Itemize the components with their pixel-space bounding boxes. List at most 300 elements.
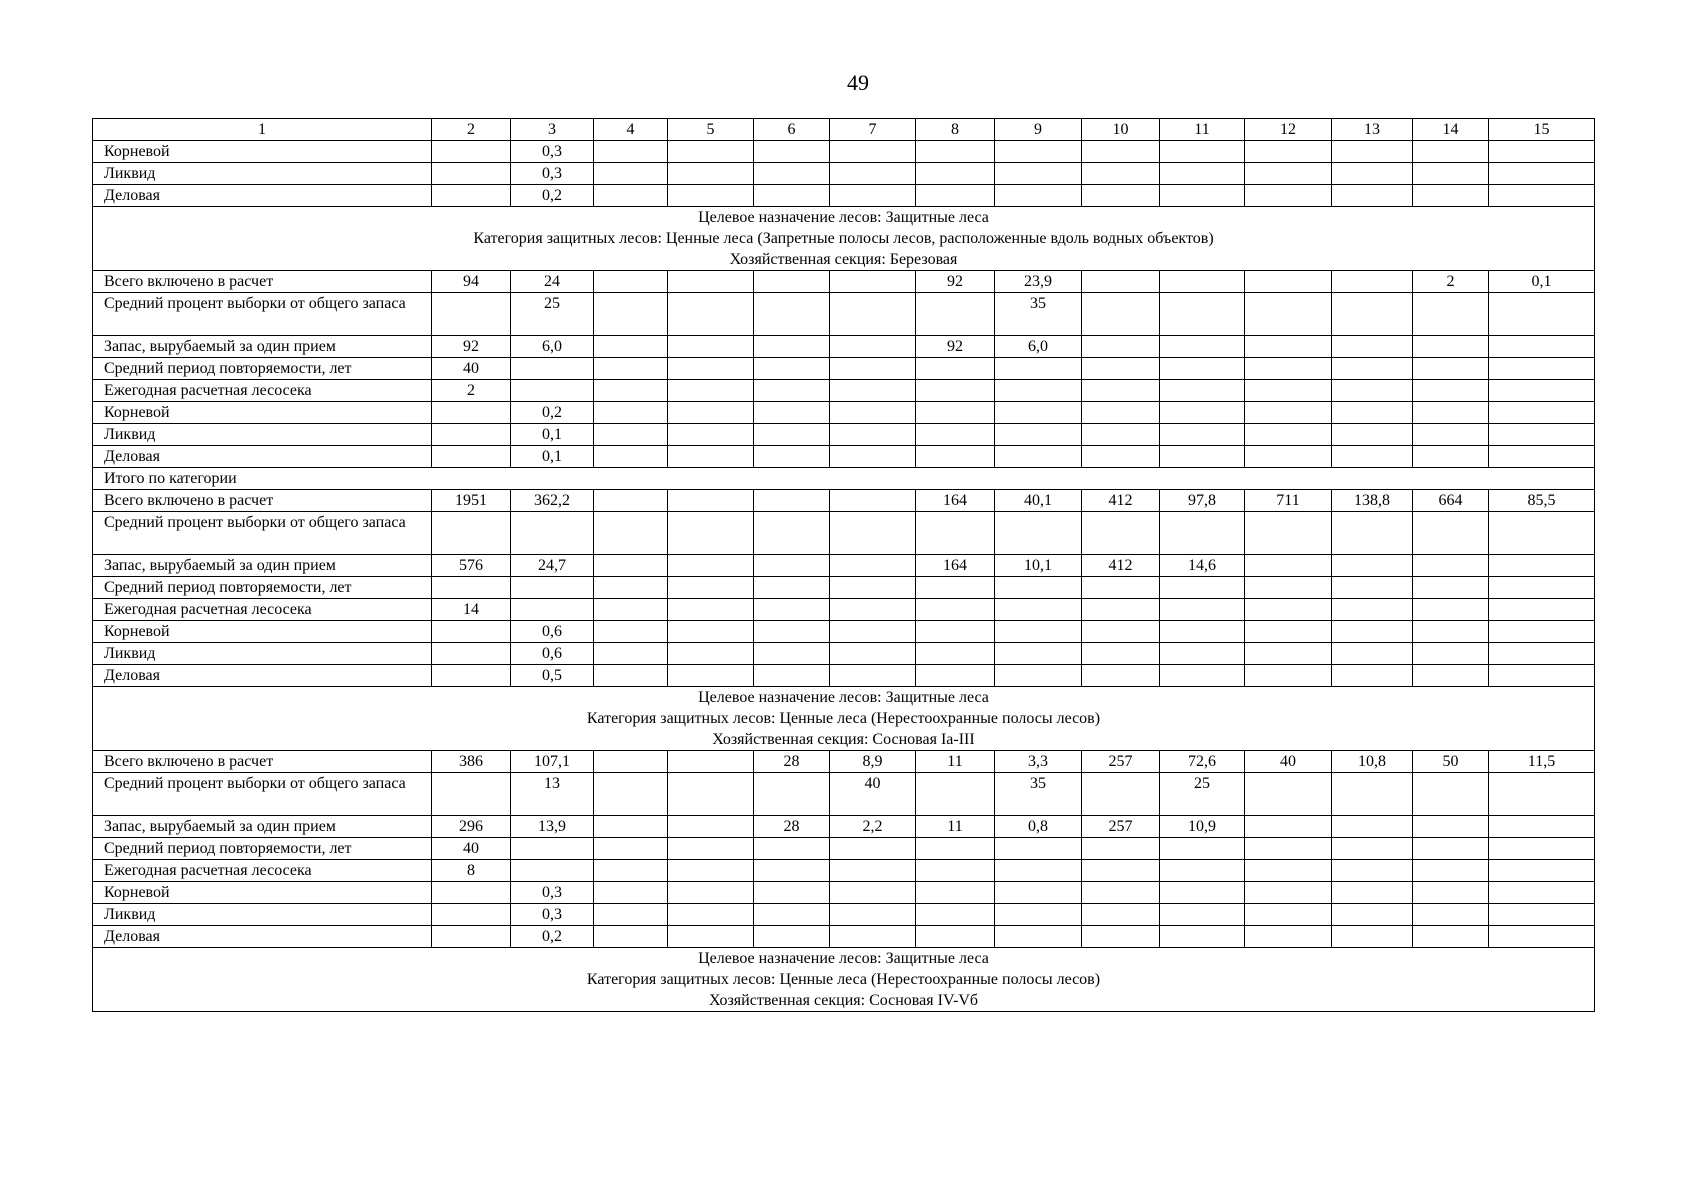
table-cell: 164 [916, 555, 995, 577]
table-cell: 0,2 [511, 926, 594, 948]
table-cell [1082, 424, 1160, 446]
table-cell [668, 643, 754, 665]
table-cell: 50 [1413, 751, 1489, 773]
table-cell: 97,8 [1160, 490, 1245, 512]
row-label: Средний процент выборки от общего запаса [93, 512, 432, 555]
table-cell [1082, 904, 1160, 926]
table-cell [1332, 271, 1413, 293]
table-cell [594, 358, 668, 380]
table-cell: 257 [1082, 751, 1160, 773]
table-cell [1332, 599, 1413, 621]
table-cell [916, 665, 995, 687]
table-cell [1160, 141, 1245, 163]
table-cell [1489, 293, 1595, 336]
table-cell [594, 926, 668, 948]
row-label: Ежегодная расчетная лесосека [93, 860, 432, 882]
section-header-row [93, 948, 1595, 1012]
table-row [93, 358, 1595, 380]
table-cell: 35 [995, 773, 1082, 816]
table-cell [1413, 904, 1489, 926]
table-cell: 23,9 [995, 271, 1082, 293]
table-cell [1332, 643, 1413, 665]
table-cell [668, 185, 754, 207]
table-cell [1245, 424, 1332, 446]
table-cell: 107,1 [511, 751, 594, 773]
table-cell: 257 [1082, 816, 1160, 838]
table-cell: 711 [1245, 490, 1332, 512]
table-cell [1160, 860, 1245, 882]
table-cell [754, 271, 830, 293]
table-row [93, 599, 1595, 621]
table-cell [432, 926, 511, 948]
table-cell [916, 643, 995, 665]
table-cell [594, 665, 668, 687]
row-label: Деловая [93, 185, 432, 207]
table-cell [432, 293, 511, 336]
table-cell [1413, 621, 1489, 643]
table-cell: 0,1 [511, 446, 594, 468]
table-cell [1332, 621, 1413, 643]
table-cell [1413, 816, 1489, 838]
table-cell [668, 402, 754, 424]
table-cell [995, 882, 1082, 904]
table-cell [830, 555, 916, 577]
table-cell [995, 424, 1082, 446]
table-cell [830, 860, 916, 882]
table-cell [668, 424, 754, 446]
table-cell [594, 490, 668, 512]
subtotal-row [93, 468, 1595, 490]
table-cell [1413, 882, 1489, 904]
table-cell [668, 577, 754, 599]
table-cell [432, 577, 511, 599]
row-label: Запас, вырубаемый за один прием [93, 555, 432, 577]
table-cell [1245, 838, 1332, 860]
table-cell: 25 [1160, 773, 1245, 816]
table-cell [1160, 163, 1245, 185]
table-cell [1082, 446, 1160, 468]
table-row [93, 185, 1595, 207]
table-cell [511, 599, 594, 621]
table-cell: 2 [1413, 271, 1489, 293]
table-cell [1332, 773, 1413, 816]
table-cell [594, 380, 668, 402]
table-cell [432, 512, 511, 555]
row-label: Средний процент выборки от общего запаса [93, 773, 432, 816]
forest-calculation-table [92, 118, 1595, 1012]
table-cell [432, 185, 511, 207]
table-cell: 28 [754, 751, 830, 773]
table-cell [668, 838, 754, 860]
table-cell [1489, 926, 1595, 948]
row-label: Ликвид [93, 163, 432, 185]
table-cell [916, 577, 995, 599]
table-cell [1082, 621, 1160, 643]
row-label: Всего включено в расчет [93, 751, 432, 773]
table-cell [1245, 358, 1332, 380]
table-cell [668, 141, 754, 163]
table-cell [995, 621, 1082, 643]
table-cell [1489, 141, 1595, 163]
table-cell [1245, 926, 1332, 948]
table-cell [1245, 555, 1332, 577]
table-cell [1082, 665, 1160, 687]
section-header-line: Категория защитных лесов: Ценные леса (Нерестоохранные полосы лесов) [586, 710, 1101, 727]
table-cell [668, 358, 754, 380]
table-cell [916, 860, 995, 882]
table-cell [754, 665, 830, 687]
table-cell [1082, 163, 1160, 185]
row-label: Средний процент выборки от общего запаса [93, 293, 432, 336]
table-row [93, 424, 1595, 446]
table-cell [668, 860, 754, 882]
table-cell [916, 402, 995, 424]
table-cell [668, 926, 754, 948]
table-cell [432, 773, 511, 816]
table-cell [1160, 380, 1245, 402]
table-cell [594, 163, 668, 185]
table-cell: 10,9 [1160, 816, 1245, 838]
table-cell [754, 621, 830, 643]
table-cell: 0,2 [511, 402, 594, 424]
table-cell [1489, 512, 1595, 555]
table-cell [1245, 816, 1332, 838]
row-label: Ежегодная расчетная лесосека [93, 380, 432, 402]
table-cell [1332, 185, 1413, 207]
table-cell [916, 358, 995, 380]
table-cell [594, 816, 668, 838]
table-cell [1082, 643, 1160, 665]
table-cell [995, 402, 1082, 424]
column-number-cell: 4 [594, 119, 668, 141]
table-cell [830, 599, 916, 621]
table-cell [668, 621, 754, 643]
table-cell [1332, 512, 1413, 555]
table-cell [1413, 293, 1489, 336]
table-cell [1413, 643, 1489, 665]
table-cell [1160, 424, 1245, 446]
table-row [93, 336, 1595, 358]
table-cell [1489, 446, 1595, 468]
table-cell: 138,8 [1332, 490, 1413, 512]
table-cell [995, 860, 1082, 882]
table-cell [594, 185, 668, 207]
table-cell [432, 621, 511, 643]
table-cell [1245, 860, 1332, 882]
table-cell [1245, 402, 1332, 424]
table-cell [754, 926, 830, 948]
row-label: Корневой [93, 882, 432, 904]
table-cell [594, 773, 668, 816]
table-cell [1413, 358, 1489, 380]
table-cell: 0,3 [511, 141, 594, 163]
table-cell [1489, 555, 1595, 577]
table-cell [830, 185, 916, 207]
table-cell [916, 163, 995, 185]
table-cell [668, 904, 754, 926]
table-cell [754, 336, 830, 358]
table-cell [754, 599, 830, 621]
table-cell [830, 512, 916, 555]
table-cell [754, 773, 830, 816]
table-cell [594, 643, 668, 665]
table-cell [1489, 665, 1595, 687]
table-cell [1245, 665, 1332, 687]
table-cell [830, 271, 916, 293]
table-cell [995, 904, 1082, 926]
column-number-cell: 11 [1160, 119, 1245, 141]
table-cell [1413, 926, 1489, 948]
table-cell [1489, 643, 1595, 665]
table-cell [1082, 293, 1160, 336]
table-cell [1489, 424, 1595, 446]
table-cell [1245, 446, 1332, 468]
table-cell: 14 [432, 599, 511, 621]
table-cell [594, 446, 668, 468]
table-cell [916, 446, 995, 468]
section-header-cell [93, 207, 1595, 271]
table-cell [594, 293, 668, 336]
table-cell [594, 882, 668, 904]
table-cell [1160, 185, 1245, 207]
table-cell: 40 [432, 358, 511, 380]
table-cell: 11,5 [1489, 751, 1595, 773]
table-cell [1489, 904, 1595, 926]
table-cell: 0,6 [511, 621, 594, 643]
table-cell: 25 [511, 293, 594, 336]
table-cell [1082, 185, 1160, 207]
table-cell [1245, 336, 1332, 358]
row-label: Корневой [93, 141, 432, 163]
table-cell [995, 185, 1082, 207]
table-cell [995, 665, 1082, 687]
table-cell [668, 490, 754, 512]
table-cell: 0,2 [511, 185, 594, 207]
table-cell: 362,2 [511, 490, 594, 512]
table-cell [1489, 816, 1595, 838]
table-cell: 14,6 [1160, 555, 1245, 577]
table-cell [830, 141, 916, 163]
section-header-cell [93, 687, 1595, 751]
column-number-cell: 10 [1082, 119, 1160, 141]
table-cell [916, 380, 995, 402]
row-label: Средний период повторяемости, лет [93, 577, 432, 599]
table-cell [1489, 860, 1595, 882]
column-number-cell: 1 [93, 119, 432, 141]
table-cell [754, 446, 830, 468]
table-cell [1413, 860, 1489, 882]
row-label: Ликвид [93, 424, 432, 446]
table-cell [916, 882, 995, 904]
table-cell [1245, 599, 1332, 621]
row-label: Всего включено в расчет [93, 271, 432, 293]
table-cell [1413, 555, 1489, 577]
table-cell [1489, 773, 1595, 816]
table-cell [754, 358, 830, 380]
table-row [93, 512, 1595, 555]
table-cell [1332, 336, 1413, 358]
table-cell [511, 512, 594, 555]
table-cell [1413, 838, 1489, 860]
table-cell [432, 424, 511, 446]
table-cell: 664 [1413, 490, 1489, 512]
table-row [93, 751, 1595, 773]
table-cell [916, 904, 995, 926]
table-cell: 28 [754, 816, 830, 838]
table-cell [1245, 141, 1332, 163]
column-number-cell: 12 [1245, 119, 1332, 141]
column-number-cell: 6 [754, 119, 830, 141]
table-cell [754, 838, 830, 860]
table-cell: 35 [995, 293, 1082, 336]
table-cell [830, 358, 916, 380]
table-cell [1082, 380, 1160, 402]
table-cell [1245, 773, 1332, 816]
table-cell [1332, 577, 1413, 599]
table-cell [1160, 643, 1245, 665]
table-cell [754, 424, 830, 446]
table-cell [668, 751, 754, 773]
column-number-cell: 3 [511, 119, 594, 141]
table-cell [754, 555, 830, 577]
table-cell: 0,8 [995, 816, 1082, 838]
table-cell [830, 621, 916, 643]
table-cell [1413, 446, 1489, 468]
table-cell [594, 838, 668, 860]
table-cell [668, 163, 754, 185]
table-cell [830, 293, 916, 336]
section-header-line: Целевое назначение лесов: Защитные леса [698, 950, 989, 967]
table-cell [754, 643, 830, 665]
page-number: 49 [847, 70, 869, 95]
table-cell [754, 577, 830, 599]
table-cell [1413, 512, 1489, 555]
table-cell [594, 424, 668, 446]
table-cell [1332, 904, 1413, 926]
table-cell [754, 882, 830, 904]
section-header-line: Хозяйственная секция: Сосновая IV-Vб [708, 992, 979, 1009]
table-cell [830, 163, 916, 185]
table-cell [916, 599, 995, 621]
table-cell [432, 446, 511, 468]
column-number-cell: 7 [830, 119, 916, 141]
table-row [93, 271, 1595, 293]
table-cell [1332, 555, 1413, 577]
table-cell: 92 [432, 336, 511, 358]
table-cell [916, 512, 995, 555]
table-cell [1489, 336, 1595, 358]
section-header-line: Хозяйственная секция: Сосновая Ia-III [712, 731, 975, 748]
table-cell [1332, 838, 1413, 860]
table-cell: 386 [432, 751, 511, 773]
column-number-cell: 13 [1332, 119, 1413, 141]
table-cell [830, 446, 916, 468]
table-cell [1413, 665, 1489, 687]
table-cell: 10,8 [1332, 751, 1413, 773]
table-cell [668, 336, 754, 358]
row-label: Всего включено в расчет [93, 490, 432, 512]
row-label: Деловая [93, 665, 432, 687]
table-cell [1332, 816, 1413, 838]
table-cell: 412 [1082, 490, 1160, 512]
table-cell [1413, 577, 1489, 599]
table-cell [1245, 185, 1332, 207]
table-cell [668, 271, 754, 293]
table-cell [916, 838, 995, 860]
table-cell: 0,3 [511, 163, 594, 185]
table-cell [1082, 860, 1160, 882]
table-cell: 11 [916, 816, 995, 838]
table-row [93, 882, 1595, 904]
table-cell [754, 141, 830, 163]
table-row [93, 555, 1595, 577]
table-cell: 8 [432, 860, 511, 882]
table-cell: 92 [916, 336, 995, 358]
table-cell [668, 446, 754, 468]
table-cell [1082, 926, 1160, 948]
table-row [93, 773, 1595, 816]
table-cell [1332, 163, 1413, 185]
subtotal-label: Итого по категории [93, 468, 1595, 490]
table-cell [830, 838, 916, 860]
table-cell [1413, 773, 1489, 816]
table-cell [1160, 402, 1245, 424]
table-cell: 2,2 [830, 816, 916, 838]
row-label: Средний период повторяемости, лет [93, 358, 432, 380]
table-cell [995, 577, 1082, 599]
table-cell [830, 665, 916, 687]
table-cell [432, 904, 511, 926]
table-cell [594, 555, 668, 577]
table-cell: 412 [1082, 555, 1160, 577]
table-cell [1489, 358, 1595, 380]
table-cell [995, 599, 1082, 621]
table-cell [1489, 185, 1595, 207]
column-number-cell: 2 [432, 119, 511, 141]
table-cell: 6,0 [511, 336, 594, 358]
table-cell: 0,3 [511, 904, 594, 926]
table-row [93, 380, 1595, 402]
row-label: Корневой [93, 402, 432, 424]
section-header-line: Категория защитных лесов: Ценные леса (Запретные полосы лесов, расположенные вдоль водных объектов) [473, 230, 1214, 247]
table-cell [1332, 424, 1413, 446]
table-cell [1489, 599, 1595, 621]
section-header-line: Целевое назначение лесов: Защитные леса [698, 689, 989, 706]
table-cell [1160, 926, 1245, 948]
table-cell [511, 838, 594, 860]
table-cell [1413, 141, 1489, 163]
table-header [93, 119, 1595, 141]
table-cell: 13 [511, 773, 594, 816]
section-header-cell [93, 948, 1595, 1012]
table-cell [511, 860, 594, 882]
table-cell [511, 577, 594, 599]
table-cell [830, 643, 916, 665]
table-cell: 0,1 [1489, 271, 1595, 293]
table-cell [668, 665, 754, 687]
table-cell [1082, 336, 1160, 358]
table-cell [1332, 446, 1413, 468]
table-cell: 164 [916, 490, 995, 512]
table-cell [1160, 882, 1245, 904]
table-cell [1245, 904, 1332, 926]
table-cell [1082, 402, 1160, 424]
table-cell [1245, 293, 1332, 336]
table-cell [916, 141, 995, 163]
table-row [93, 293, 1595, 336]
table-cell [1413, 599, 1489, 621]
table-cell: 13,9 [511, 816, 594, 838]
